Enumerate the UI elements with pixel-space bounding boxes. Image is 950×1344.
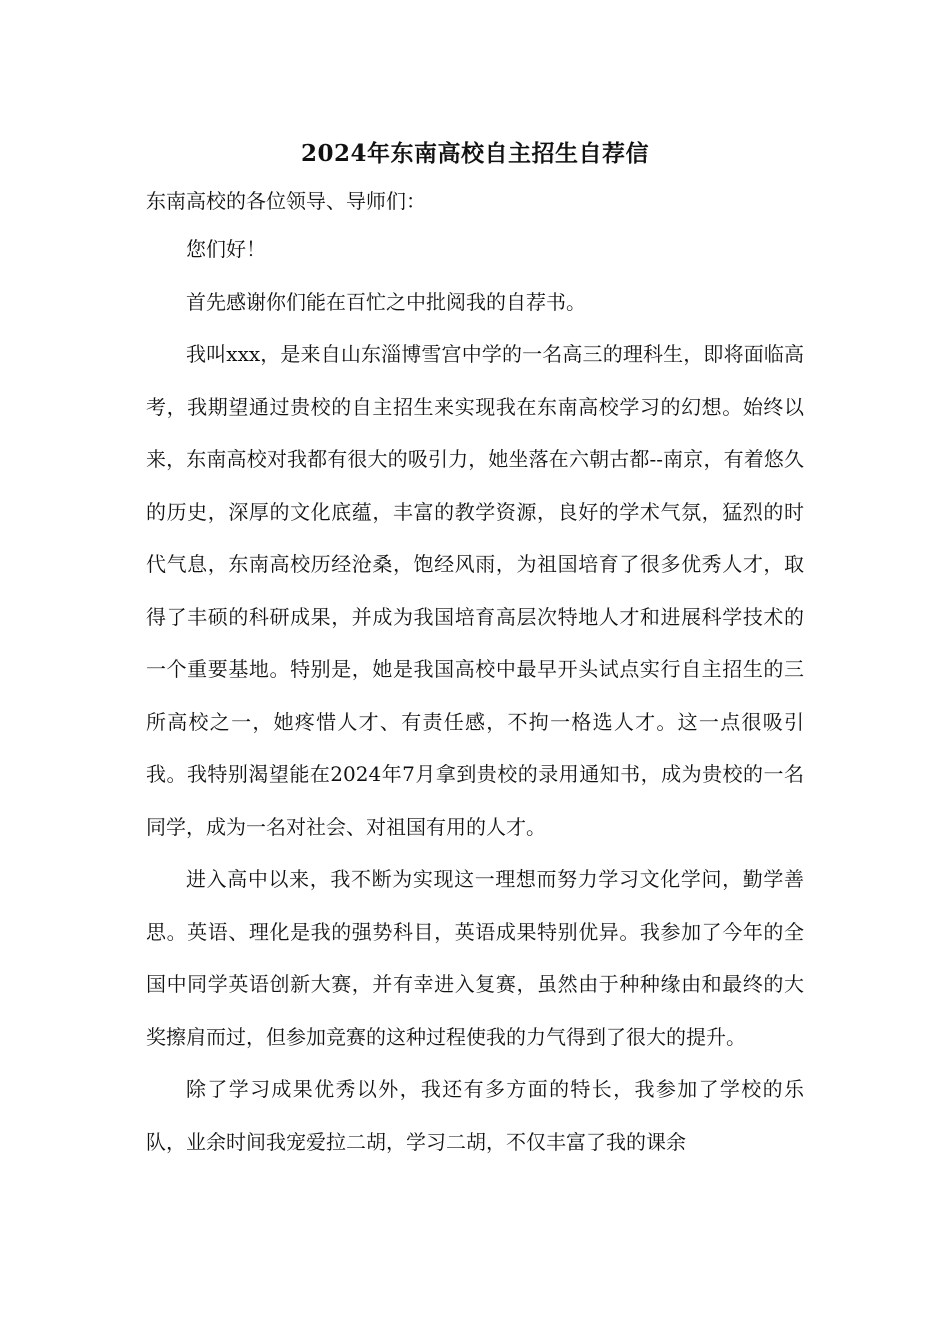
paragraph-greeting: 您们好！ — [186, 237, 266, 261]
salutation: 东南高校的各位领导、导师们： — [146, 189, 426, 213]
paragraph-talents: 除了学习成果优秀以外，我还有多方面的特长，我参加了学校的乐队，业余时间我宠爱拉二胡，学习二胡，不仅丰富了我的课余 — [146, 1077, 804, 1154]
paragraph-studies: 进入高中以来，我不断为实现这一理想而努力学习文化学问，勤学善思。英语、理化是我的强势科目，英语成果特别优异。我参加了今年的全国中同学英语创新大赛，并有幸进入复赛，虽然由于种种缘由和最终的大奖擦肩而过，但参加竞赛的这种过程使我的力气得到了很大的提升。 — [146, 867, 804, 1049]
document-title: 2024年东南高校自主招生自荐信 — [300, 140, 649, 167]
paragraph-thanks: 首先感谢你们能在百忙之中批阅我的自荐书。 — [186, 289, 586, 314]
paragraph-introduction: 我叫xxx，是来自山东淄博雪宫中学的一名高三的理科生，即将面临高考，我期望通过贵校的自主招生来实现我在东南高校学习的幻想。始终以来，东南高校对我都有很大的吸引力，她坐落在六朝古都--南京，有着悠久的历史，深厚的文化底蕴，丰富的教学资源，良好的学术气氛，猛烈的时代气息，东南高校历经沧桑，饱经风雨，为祖国培育了很多优秀人才，取得了丰硕的科研成果，并成为我国培育高层次特地人才和进展科学技术的一个重要基地。特别是，她是我国高校中最早开头试点实行自主招生的三所高校之一，她疼惜人才、有责任感，不拘一格选人才。这一点很吸引我。我特别渴望能在2024年7月拿到贵校的录用通知书，成为贵校的一名同学，成为一名对社会、对祖国有用的人才。 — [146, 342, 804, 839]
letter-body — [146, 223, 804, 1168]
